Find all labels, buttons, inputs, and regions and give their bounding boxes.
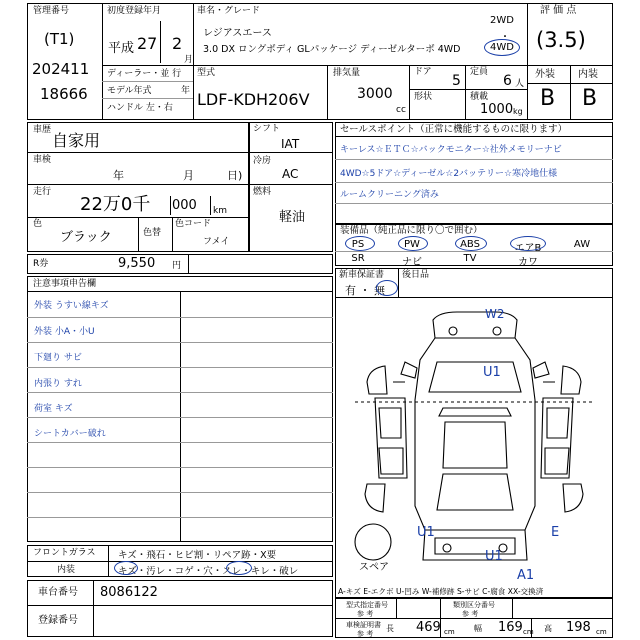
after-reg-label: 後日品 [402,270,430,280]
usage-value: 自家用 [52,131,101,150]
displacement-unit: cc [396,105,406,115]
first-reg-month: 2 [172,34,183,53]
equip-abs: ABS [460,239,480,250]
dims-cert: 車検証明書 [346,621,381,629]
first-reg-month-suffix: 月 [184,55,194,65]
inspection-month: 月 [183,169,194,182]
equip-navi: ナビ [402,257,422,268]
diagram-mark-a1: A1 [517,568,535,583]
mileage-sub: 000 [172,198,197,213]
dims-class-no: 類別区分番号 [453,601,495,609]
inspection-day: 日) [227,169,243,182]
recycle-label: R券 [33,259,49,269]
equip-ps: PS [351,239,365,250]
drive-dot: ・ [500,32,510,43]
front-glass-value: キズ・飛石・ヒビ割・リペア跡・X要 [118,550,277,561]
interior-wear-circle [226,561,252,575]
handle-label: ハンドル 左・右 [107,103,173,113]
equipment-label: 装備品（純正品に限り〇で囲む） [340,225,483,236]
equip-aw: AW [573,239,591,250]
first-reg-era: 平成 [108,41,135,56]
dims-type-no: 型式指定番号 [346,601,388,609]
dims-ref-3: 参 考 [357,630,374,638]
diagram-mark-w2: W2 [485,307,505,321]
equip-pw-circle [398,236,428,251]
load-label: 積載 [470,92,489,102]
load-value: 1000 [480,102,514,117]
inspection-year: 年 [113,169,124,182]
dims-height-label: 高 [544,624,552,633]
fuel-value: 軽油 [279,210,306,225]
vehicle-diagram [335,298,613,598]
first-reg-year: 27 [137,34,158,53]
shift-value: IAT [281,137,300,151]
front-glass-label: フロントガラス [33,548,96,558]
equip-leather: カワ [518,257,538,268]
equip-airbag: エアB [514,243,542,254]
dims-height-unit: cm [596,628,607,636]
model-type-value: LDF-KDH206V [197,90,310,109]
drive-4wd: 4WD [490,42,514,53]
shape-label: 形状 [414,92,433,102]
doors-value: 5 [452,73,461,89]
ac-label: 冷房 [253,156,272,166]
selling-points-label: セールスポイント（正常に機能するものに限ります） [340,124,568,135]
equip-pw: PW [404,239,420,250]
fuel-label: 燃料 [253,187,272,197]
warranty-value: 有 ・ 無 [345,284,385,297]
control-num2: 18666 [40,85,88,103]
displacement-label: 排気量 [333,68,361,78]
recycle-value: 9,550 [118,256,156,271]
interior-label: 内装 [57,565,76,575]
capacity-label: 定員 [470,67,489,77]
dims-ref-1: 参 考 [357,610,374,618]
car-name-line1: レジアスエース [203,28,272,39]
color-value: ブラック [60,230,112,245]
dims-ref-2: 参 考 [462,610,479,618]
dims-length-unit: cm [444,628,455,636]
dealer-label: ディーラー・並 行 [107,69,182,79]
diagram-mark-u1-bottom: U1 [485,549,503,564]
diagram-mark-e: E [551,525,560,540]
selling-point-3: ルームクリーニング済み [340,190,439,200]
selling-point-2: 4WD☆5ドア☆ディーゼル☆2バッテリー☆寒冷地仕様 [340,169,558,179]
doors-label: ドア [414,67,432,77]
dims-length: 469 [416,620,441,635]
car-name-line2: 3.0 DX ロングボディ GLパッケージ ディーゼルターボ 4WD [203,44,461,55]
car-name-label: 車名・グレード [197,6,261,16]
color-code-label: 色コード [175,219,212,229]
equip-sr: SR [351,253,365,264]
note-1: 外装 うすい線キズ [34,301,109,311]
equip-airbag-circle [510,236,546,251]
control-label: 管理番号 [33,6,70,16]
selling-point-1: キーレス☆ＥＴＣ☆バックモニター☆社外メモリーナビ [340,145,562,155]
rating-value: (3.5) [536,28,586,52]
color-label: 色 [33,219,43,229]
dims-width-unit: cm [523,628,534,636]
diagram-mark-u1-top: U1 [483,365,501,380]
rating-int-label: 内装 [578,69,598,80]
equip-abs-circle [455,236,487,251]
rating-label: 評 価 点 [540,5,577,16]
dims-height: 198 [566,620,591,635]
equip-tv: TV [463,253,477,264]
mileage-unit: km [213,206,227,216]
control-num1: 202411 [32,60,90,78]
capacity-value: 6 [503,73,512,89]
diagram-legend: A-キズ E-エクボ U-凹み W-補修跡 S-サビ C-腐食 XX-交換済 [338,587,544,596]
notes-label: 注意事項申告欄 [33,279,97,289]
interior-scratch-circle [114,561,138,575]
warranty-circle [376,280,398,296]
chassis-value: 8086122 [100,585,158,600]
model-year-suffix: 年 [181,86,191,96]
color-code: フメイ [203,237,230,247]
warranty-label: 新車保証書 [339,270,385,280]
reg-no-label: 登録番号 [38,615,78,626]
control-code: (T1) [44,30,75,48]
note-2: 外装 小A・小U [34,327,95,337]
inspection-label: 車検 [33,155,52,165]
interior-value: キズ・汚レ・コゲ・穴・スレ・キレ・破レ [118,566,299,577]
load-unit: kg [513,107,523,116]
dims-width-label: 幅 [474,624,482,633]
ac-value: AC [282,167,299,181]
model-year-label: モデル年式 [107,86,152,96]
chassis-label: 車台番号 [38,587,78,598]
drive-2wd: 2WD [490,15,514,26]
rating-ext: B [540,86,556,111]
dims-width: 169 [498,620,523,635]
diagram-mark-u1-left: U1 [417,525,435,540]
rating-int: B [582,86,598,111]
note-5: 荷室 キズ [34,404,73,414]
dims-length-label: 長 [386,624,394,633]
shift-label: シフト [253,124,281,134]
rating-ext-label: 外装 [535,69,555,80]
equip-ps-circle [345,236,375,251]
note-6: シートカバー破れ [34,429,106,439]
model-type-label: 型式 [197,68,216,78]
color-change-label: 色替 [143,228,162,238]
mileage-label: 走行 [33,187,52,197]
drive-4wd-circle [484,39,520,56]
diagram-spare-label: スペア [359,562,389,573]
recycle-unit: 円 [172,261,182,271]
note-3: 下廻り サビ [34,353,82,363]
capacity-unit: 人 [515,79,525,89]
mileage-value: 22万0千 [80,194,151,215]
usage-label: 車歴 [33,125,52,135]
displacement-value: 3000 [357,86,393,102]
note-4: 内張り すれ [34,379,82,389]
first-reg-label: 初度登録年月 [107,6,162,16]
